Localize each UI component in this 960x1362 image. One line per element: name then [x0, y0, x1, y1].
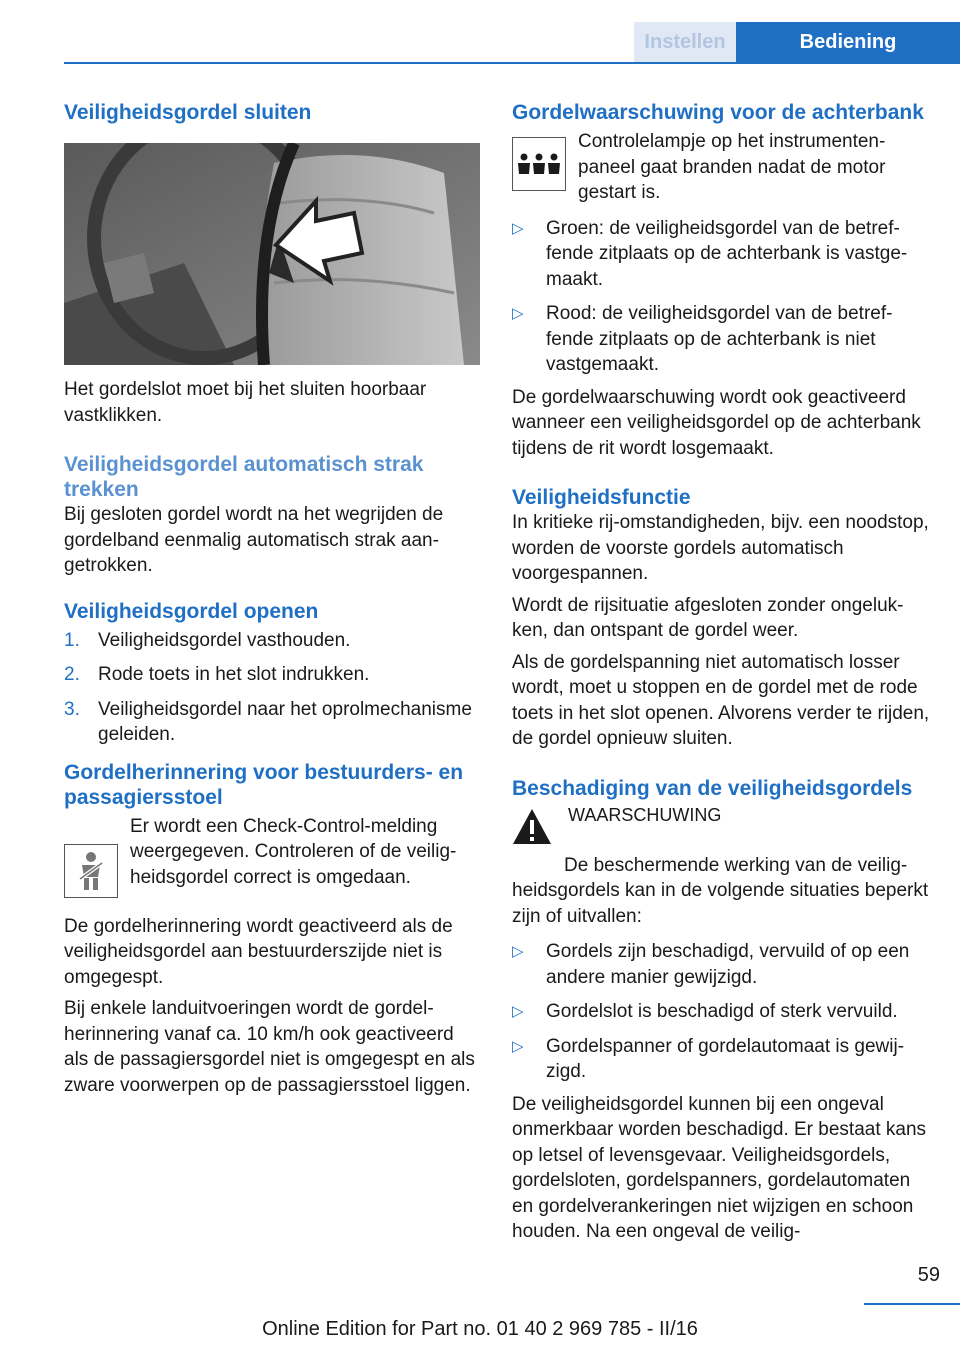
text-safety-3: Als de gordelspanning niet automatisch losser wordt, moet u stoppen en de gordel met de rode toets in het slot openen. Alvorens verder te rijden, de gordel opnieuw sluiten.: [512, 651, 930, 749]
footer-rule: [864, 1303, 960, 1305]
header-rule: [64, 62, 960, 64]
heading-rear: Gordelwaarschuwing voor de achterbank: [512, 101, 924, 124]
seatbelt-photo: [64, 143, 480, 365]
heading-damage: Beschadiging van de veiligheidsgordels: [512, 776, 913, 800]
warning-label: WAARSCHUWING: [568, 804, 722, 825]
text-reminder-1: De gordelherinnering wordt geactiveerd als de veiligheidsgordel aan bestuurderszijde niet is omgegespt.: [64, 915, 453, 988]
text-safety-1: In kritieke rij-omstandigheden, bijv. een noodstop, worden de voorste gordels automatisch voorgespannen.: [512, 512, 929, 584]
open-steps-list: [64, 628, 480, 748]
text-close: Het gordelslot moet bij het sluiten hoorbaar vastklikken.: [64, 379, 427, 426]
warning-triangle-icon: [512, 807, 552, 847]
footer-edition: Online Edition for Part no. 01 40 2 969 785 - II/16: [262, 1318, 698, 1340]
text-rear-icon: Controlelampje op het instrumentenpaneel gaat branden nadat de motor gestart is.: [578, 131, 886, 203]
seatbelt-illustration: [64, 143, 480, 365]
list-item: 1. Veiligheidsgordel vasthouden.: [64, 629, 351, 651]
heading-reminder: Gordelherinnering voor bestuurders- en passagiersstoel: [64, 760, 464, 809]
list-item: 3. Veiligheidsgordel naar het oprolmechanisme geleiden.: [64, 698, 472, 745]
warning-text: De beschermende werking van de veiligheidsgordels kan in de volgende situaties beperkt zijn of uitvallen:: [512, 854, 929, 927]
list-item: ▷ Gordelslot is beschadigd of sterk vervuild.: [512, 1001, 898, 1022]
text-reminder-icon: Er wordt een Check-Control-melding weergegeven. Controleren of de veiligheidsgordel correct is omgedaan.: [130, 815, 457, 888]
rear-icon-block: [512, 129, 930, 206]
rear-status-list: [512, 216, 930, 378]
heading-close: Veiligheidsgordel sluiten: [64, 101, 312, 124]
text-tension: Bij gesloten gordel wordt na het wegrijden de gordelband eenmalig automatisch strak aangetrokken.: [64, 504, 444, 576]
text-reminder-2: Bij enkele landuitvoeringen wordt de gordelherinnering vanaf ca. 10 km/h ook geactiveerd als de passagiersgordel niet is omgegespt en als zware voorwerpen op de passagiersstoel liggen.: [64, 998, 475, 1096]
warning-block: [512, 803, 930, 847]
heading-tension: Veiligheidsgordel automatisch strak trekken: [64, 453, 424, 501]
list-item: ▷ Gordelspanner of gordelautomaat is gewijzigd.: [512, 1035, 905, 1082]
seatbelt-person-icon: [64, 844, 118, 898]
rear-seatbelt-lamp-icon: [512, 137, 566, 191]
heading-open: Veiligheidsgordel openen: [64, 599, 319, 623]
tab-instellen[interactable]: Instellen: [634, 22, 736, 62]
section-tabs: [634, 22, 960, 62]
list-item: 2. Rode toets in het slot indrukken.: [64, 664, 370, 685]
tab-bediening[interactable]: Bediening: [736, 22, 960, 62]
heading-safety: Veiligheidsfunctie: [512, 486, 691, 509]
reminder-icon-block: [64, 814, 480, 898]
right-column: [512, 100, 930, 1245]
list-item: ▷ Groen: de veiligheidsgordel van de betreffende zitplaats op de achterbank is vastgemaakt.: [512, 217, 908, 290]
text-damage: De veiligheidsgordel kunnen bij een ongeval onmerkbaar worden beschadigd. Er bestaat kans op letsel of levensgevaar. Veiligheidsgordels, gordelsloten, gordelspanners, gordelautomaten en gordelverankeringen niet wijzigen en schoon houden. Na een ongeval de veilig-: [512, 1093, 927, 1242]
page-number: 59: [917, 1264, 940, 1286]
text-safety-2: Wordt de rijsituatie afgesloten zonder ongelukken, dan ontspant de gordel weer.: [512, 594, 904, 641]
list-item: ▷ Gordels zijn beschadigd, vervuild of op een andere manier gewijzigd.: [512, 941, 910, 988]
damage-list: [512, 939, 930, 1085]
list-item: ▷ Rood: de veiligheidsgordel van de betreffende zitplaats op de achterbank is niet vastgemaakt.: [512, 303, 893, 375]
left-column: [64, 100, 480, 1098]
text-rear: De gordelwaarschuwing wordt ook geactiveerd wanneer een veiligheidsgordel op de achterbank tijdens de rit wordt losgemaakt.: [512, 386, 921, 459]
